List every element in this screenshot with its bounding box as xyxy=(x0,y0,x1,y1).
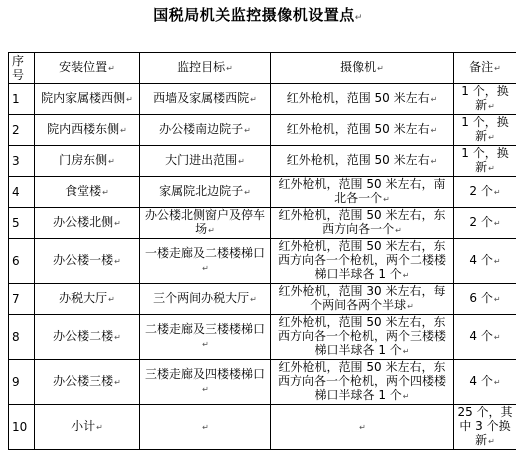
cell-location-text: 办公楼北侧 xyxy=(53,215,114,229)
cell-location xyxy=(35,405,140,450)
paragraph-mark-icon: ↵ xyxy=(377,64,384,73)
paragraph-mark-icon: ↵ xyxy=(250,95,257,104)
paragraph-mark-icon: ↵ xyxy=(488,437,495,446)
cell-target xyxy=(140,146,271,177)
table-row xyxy=(9,405,516,450)
paragraph-mark-icon: ↵ xyxy=(114,257,121,266)
cell-target xyxy=(140,177,271,208)
paragraph-mark-icon: ↵ xyxy=(208,226,215,235)
paragraph-mark-icon: ↵ xyxy=(114,333,121,342)
cell-no-text: 5 xyxy=(12,216,20,230)
cell-location xyxy=(35,360,140,405)
paragraph-mark-icon: ↵ xyxy=(126,95,133,104)
cell-target xyxy=(140,84,271,115)
cell-target-text: 办公楼南边院子 xyxy=(159,122,244,136)
cell-note xyxy=(454,208,516,239)
cell-note xyxy=(454,84,516,115)
table-row xyxy=(9,239,516,284)
cell-note-text: 6 个 xyxy=(469,291,493,305)
cell-camera xyxy=(271,177,454,208)
cell-camera xyxy=(271,315,454,360)
camera-table xyxy=(8,52,516,450)
cell-camera-text: 红外枪机，范围 30 米左右，每个两间各两个半球 xyxy=(278,284,446,312)
paragraph-mark-icon: ↵ xyxy=(493,257,501,266)
cell-location xyxy=(35,146,140,177)
paragraph-mark-icon: ↵ xyxy=(402,271,410,280)
cell-no-text: 8 xyxy=(12,330,20,344)
cell-target xyxy=(140,360,271,405)
table-row xyxy=(9,84,516,115)
paragraph-mark-icon: ↵ xyxy=(395,226,402,235)
paragraph-mark-icon: ↵ xyxy=(402,392,410,401)
table-row xyxy=(9,146,516,177)
table-row xyxy=(9,208,516,239)
paragraph-mark-icon: ↵ xyxy=(244,188,251,197)
paragraph-mark-icon: ↵ xyxy=(493,378,501,387)
cell-target-text: 办公楼北侧窗户及停车场 xyxy=(144,208,265,236)
cell-location-text: 小计 xyxy=(71,419,96,433)
paragraph-mark-icon: ↵ xyxy=(226,64,233,73)
paragraph-mark-icon: ↵ xyxy=(202,423,209,432)
paragraph-mark-icon: ↵ xyxy=(359,423,366,432)
cell-target-text: 三个两间办税大厅 xyxy=(153,291,250,305)
cell-no-text: 6 xyxy=(12,254,20,268)
cell-note-text: 2 个 xyxy=(469,184,493,198)
paragraph-mark-icon: ↵ xyxy=(383,195,390,204)
cell-location-text: 院内家属楼西侧 xyxy=(41,91,126,105)
document-title xyxy=(0,4,516,25)
cell-camera xyxy=(271,115,454,146)
cell-camera-text: 红外枪机，范围 50 米左右 xyxy=(286,122,430,136)
paragraph-mark-icon: ↵ xyxy=(108,64,115,73)
cell-target-text: 大门进出范围 xyxy=(165,153,238,167)
cell-target-text: 家属院北边院子 xyxy=(159,184,244,198)
cell-target xyxy=(140,208,271,239)
cell-target-text: 二楼走廊及三楼楼梯口 xyxy=(144,322,265,336)
paragraph-mark-icon: ↵ xyxy=(202,385,209,394)
paragraph-mark-icon: ↵ xyxy=(493,188,501,197)
cell-location-text: 办税大厅 xyxy=(59,291,108,305)
cell-location-text: 办公楼一楼 xyxy=(53,253,114,267)
cell-camera-text: 红外枪机，范围 50 米左右 xyxy=(286,91,430,105)
header-note: 备注↵ xyxy=(454,53,516,84)
paragraph-mark-icon: ↵ xyxy=(488,133,495,142)
cell-location-text: 办公楼二楼 xyxy=(53,329,114,343)
cell-note xyxy=(454,360,516,405)
paragraph-mark-icon: ↵ xyxy=(120,126,127,135)
paragraph-mark-icon: ↵ xyxy=(202,340,209,349)
cell-camera-text: 红外枪机，范围 50 米左右，东西方向各一个 xyxy=(278,208,446,236)
cell-no-text: 7 xyxy=(12,292,20,306)
header-camera: 摄像机↵ xyxy=(271,53,454,84)
cell-target-text: 一楼走廊及二楼楼梯口 xyxy=(144,246,265,260)
cell-note-text: 2 个 xyxy=(469,215,493,229)
paragraph-mark-icon: ↵ xyxy=(202,264,209,273)
cell-target-text: 西墙及家属楼西院 xyxy=(153,91,250,105)
paragraph-mark-icon: ↵ xyxy=(493,219,501,228)
cell-note-text: 4 个 xyxy=(469,374,493,388)
cell-note xyxy=(454,177,516,208)
cell-location xyxy=(35,208,140,239)
cell-location-text: 院内西楼东侧 xyxy=(47,122,120,136)
paragraph-mark-icon: ↵ xyxy=(488,102,495,111)
cell-location xyxy=(35,315,140,360)
paragraph-mark-icon: ↵ xyxy=(244,126,251,135)
paragraph-mark-icon: ↵ xyxy=(402,347,410,356)
cell-location xyxy=(35,284,140,315)
cell-no-text: 3 xyxy=(12,154,20,168)
paragraph-mark-icon: ↵ xyxy=(430,95,438,104)
paragraph-mark-icon: ↵ xyxy=(430,157,438,166)
cell-note xyxy=(454,146,516,177)
table-row xyxy=(9,284,516,315)
cell-target-text: 三楼走廊及四楼楼梯口 xyxy=(144,367,265,381)
paragraph-mark-icon: ↵ xyxy=(494,64,501,73)
cell-note-text: 1 个，换新 xyxy=(461,84,509,112)
cell-camera-text: 红外枪机，范围 50 米左右，东西方向各一个枪机，两个三楼楼梯口半球各 1 个 xyxy=(277,315,446,357)
cell-no xyxy=(9,146,35,177)
paragraph-mark-icon: ↵ xyxy=(108,157,115,166)
header-no: 序号 xyxy=(9,53,35,84)
cell-no xyxy=(9,405,35,450)
cell-location xyxy=(35,177,140,208)
cell-note-text: 25 个，其中 3 个换新 xyxy=(457,405,513,447)
cell-camera-text: 红外枪机，范围 50 米左右，东西方向各一个枪机，两个四楼楼梯口半球各 1 个 xyxy=(277,360,446,402)
cell-camera-text: 红外枪机，范围 50 米左右，南北各一个 xyxy=(278,177,446,205)
cell-note-text: 1 个，换新 xyxy=(461,115,509,143)
cell-no-text: 1 xyxy=(12,92,20,106)
table-row xyxy=(9,177,516,208)
cell-location-text: 门房东侧 xyxy=(59,153,108,167)
cell-location xyxy=(35,84,140,115)
cell-note xyxy=(454,284,516,315)
table-header-row xyxy=(9,53,516,84)
cell-note xyxy=(454,405,516,450)
document-title-text: 国税局机关监控摄像机设置点 xyxy=(153,6,355,24)
cell-camera-text: 红外枪机，范围 50 米左右，东西方向各一个枪机，两个二楼楼梯口半球各 1 个 xyxy=(277,239,446,281)
cell-no xyxy=(9,208,35,239)
header-location: 安装位置↵ xyxy=(35,53,140,84)
paragraph-mark-icon: ↵ xyxy=(354,13,363,23)
cell-no xyxy=(9,84,35,115)
cell-camera xyxy=(271,284,454,315)
cell-target xyxy=(140,115,271,146)
cell-note xyxy=(454,239,516,284)
cell-target xyxy=(140,284,271,315)
paragraph-mark-icon: ↵ xyxy=(407,302,414,311)
cell-location xyxy=(35,239,140,284)
cell-no xyxy=(9,177,35,208)
paragraph-mark-icon: ↵ xyxy=(250,295,257,304)
table-row xyxy=(9,360,516,405)
paragraph-mark-icon: ↵ xyxy=(108,295,115,304)
camera-table-body xyxy=(9,53,516,450)
cell-location-text: 办公楼三楼 xyxy=(53,374,114,388)
cell-no xyxy=(9,360,35,405)
cell-camera xyxy=(271,84,454,115)
cell-camera-text: 红外枪机，范围 50 米左右 xyxy=(286,153,430,167)
cell-note xyxy=(454,115,516,146)
paragraph-mark-icon: ↵ xyxy=(430,126,438,135)
cell-no xyxy=(9,315,35,360)
cell-target xyxy=(140,315,271,360)
paragraph-mark-icon: ↵ xyxy=(488,164,495,173)
cell-location xyxy=(35,115,140,146)
cell-note-text: 4 个 xyxy=(469,253,493,267)
cell-note-text: 4 个 xyxy=(469,329,493,343)
paragraph-mark-icon: ↵ xyxy=(238,157,245,166)
table-row xyxy=(9,315,516,360)
cell-no xyxy=(9,115,35,146)
cell-target xyxy=(140,405,271,450)
cell-note xyxy=(454,315,516,360)
paragraph-mark-icon: ↵ xyxy=(96,423,103,432)
paragraph-mark-icon: ↵ xyxy=(102,188,109,197)
cell-no-text: 4 xyxy=(12,185,20,199)
cell-note-text: 1 个，换新 xyxy=(461,146,509,174)
cell-no xyxy=(9,239,35,284)
cell-no xyxy=(9,284,35,315)
cell-no-text: 2 xyxy=(12,123,20,137)
table-row xyxy=(9,115,516,146)
cell-camera xyxy=(271,146,454,177)
cell-camera xyxy=(271,208,454,239)
cell-camera xyxy=(271,239,454,284)
cell-camera xyxy=(271,405,454,450)
header-target: 监控目标↵ xyxy=(140,53,271,84)
paragraph-mark-icon: ↵ xyxy=(493,295,501,304)
cell-location-text: 食堂楼 xyxy=(65,184,102,198)
cell-target xyxy=(140,239,271,284)
cell-no-text: 10 xyxy=(12,420,28,434)
paragraph-mark-icon: ↵ xyxy=(114,378,121,387)
paragraph-mark-icon: ↵ xyxy=(493,333,501,342)
paragraph-mark-icon: ↵ xyxy=(114,219,121,228)
cell-camera xyxy=(271,360,454,405)
cell-no-text: 9 xyxy=(12,375,20,389)
